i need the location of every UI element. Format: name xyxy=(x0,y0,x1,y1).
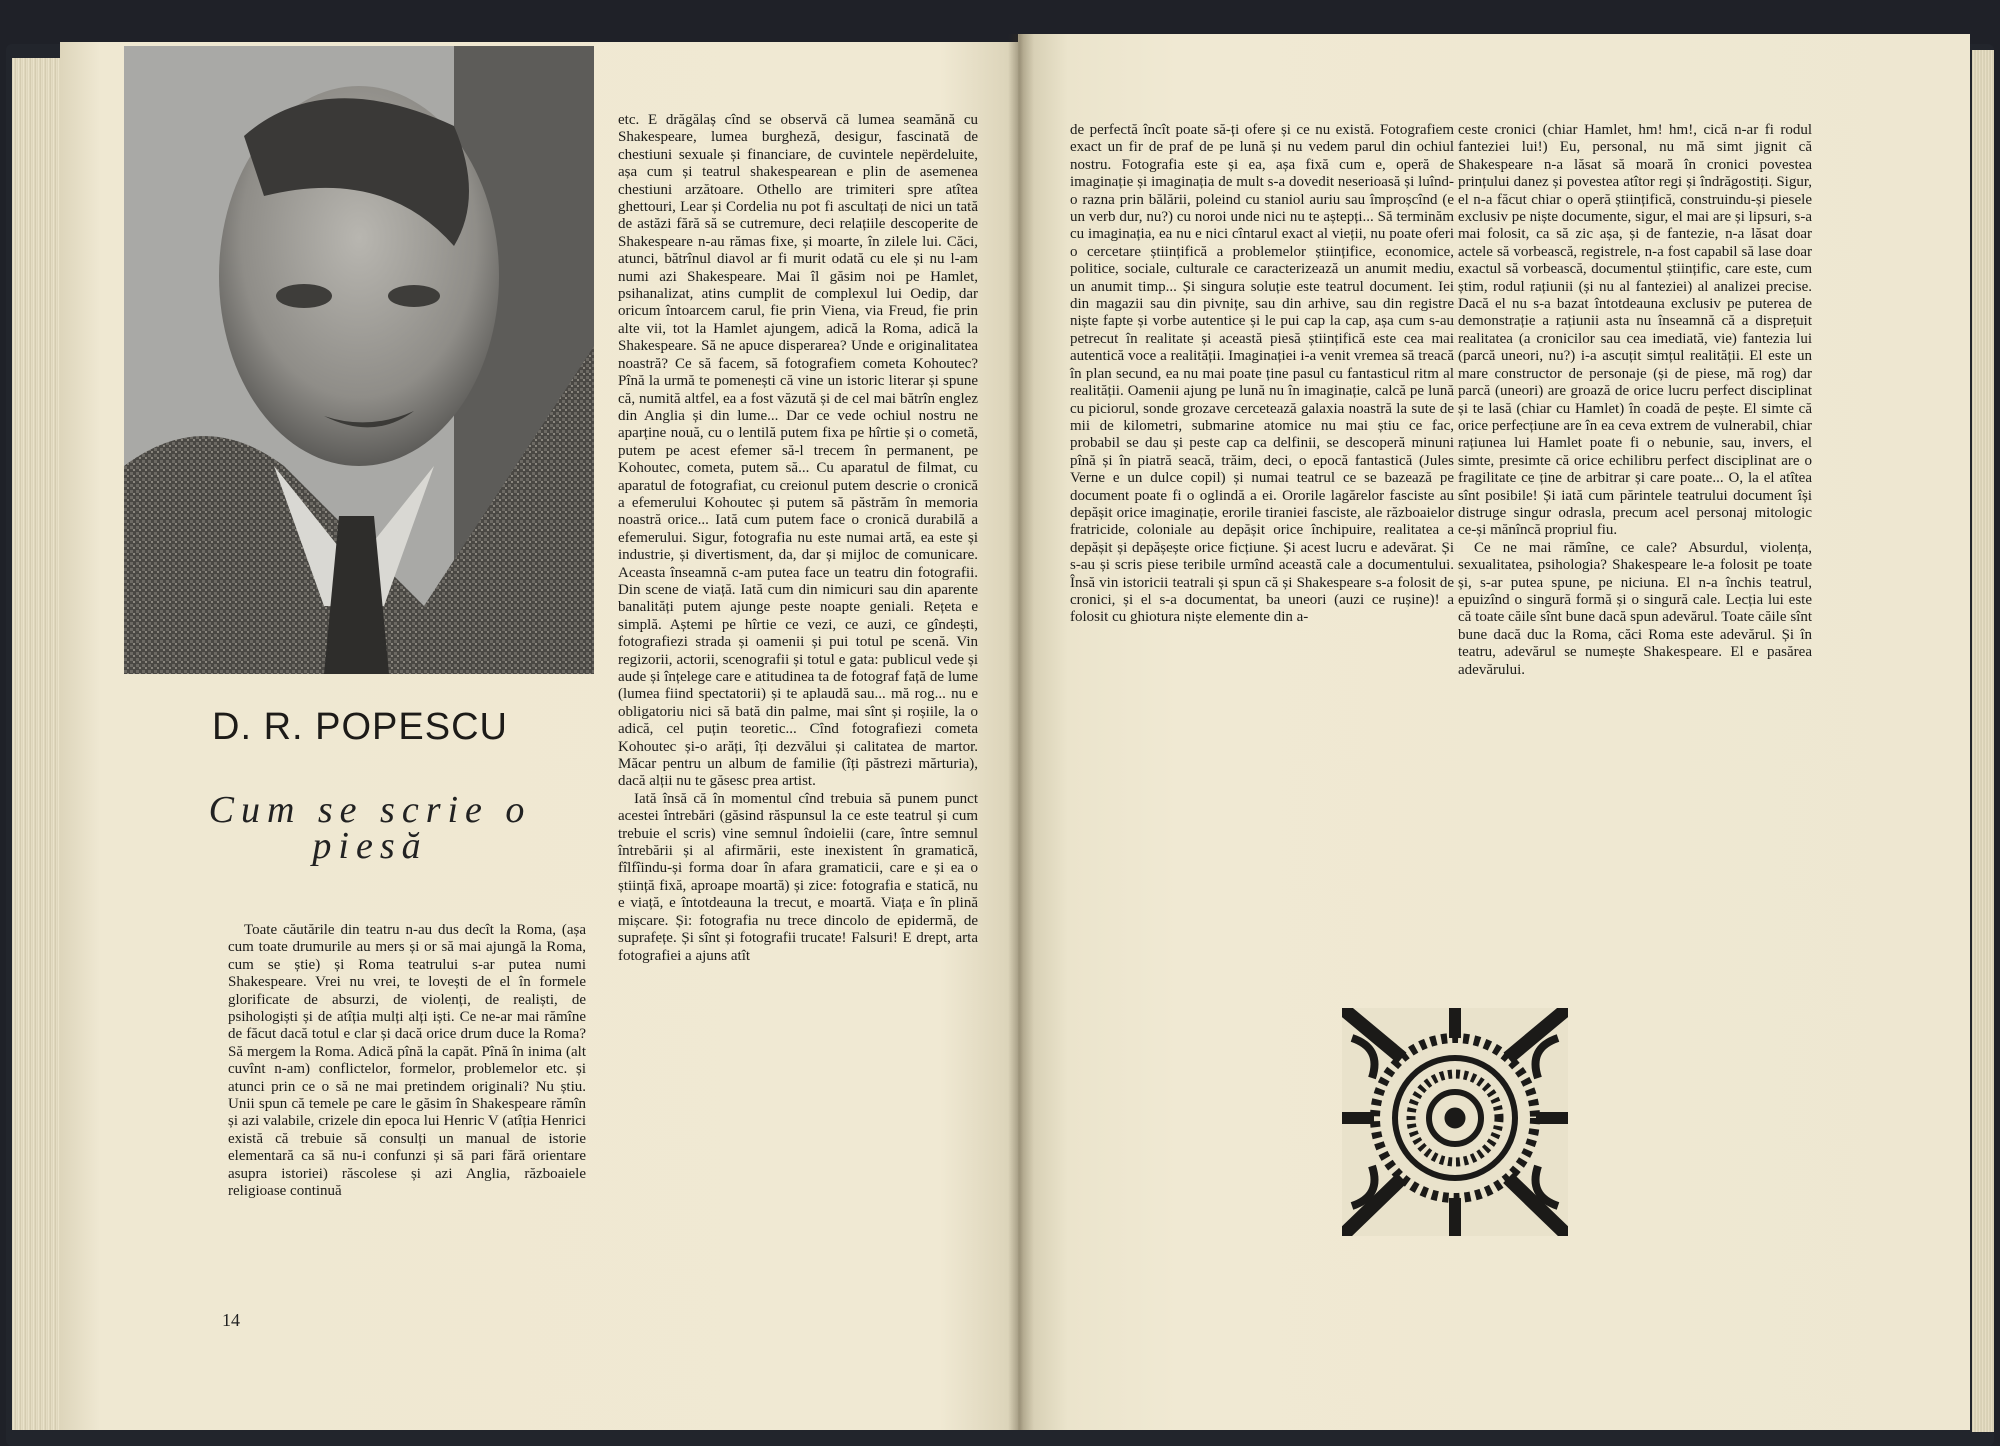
page-stack-right xyxy=(1972,50,1994,1432)
right-page xyxy=(1018,34,1970,1430)
article-title: Cum se scrie o piesă xyxy=(208,789,532,867)
author-name: D. R. POPESCU xyxy=(212,706,508,748)
paragraph: Ce ne mai rămîne, ce cale? Absurdul, violența, sexualitatea, psihologia? Shakespeare le-a folosit pe toate și, s-ar putea spune, pe niciuna. El n-a închis teatrul, epuizînd o singură formă și o singură cale. Lecția lui este că toate căile sînt bune dacă spun adevărul. Toate căile sînt bune dacă duc la Roma, căci Roma este adevărul. Și în teatru, adevărul se numește Shakespeare. El e pasărea adevărului. xyxy=(1458,539,1812,678)
paragraph: etc. E drăgălaș cînd se observă că lumea seamănă cu Shakespeare, lumea burgheză, desigur, fascinată de chestiuni sexuale și financiare, de cuvintele nepërdeluite, așa cum și teatrul shakespearean e plin de asemenea chestiuni arzătoare. Othello are trimiteri spre atîtea ghettouri, Lear și Cordelia nu pot fi ascultați de nici un tată de astăzi fără să se cutremure, deci relațiile descoperite de Shakespeare n-au rămas fixe, și moarte, în zilele lui. Căci, atunci, bătrînul diavol ar fi murit odată cu ele și nu l-am numi azi Shakespeare. Mai îl găsim noi pe Hamlet, psihanalizat, atins cumplit de complexul lui Oedip, dar oricum întoarcem carul, fie prin Viena, via Freud, fie prin alte vii, tot la Hamlet ajungem, adică la Roma, adică la Shakespeare. Să ne apuce disperarea? Unde e originalitatea noastră? Ce să facem, să fotografiem cometa Kohoutec? Pînă la urmă te pomenești că vine un istoric literar și spune că, numită altfel, ea a fost văzută și de cel mai bătrîn englez din Anglia și din lume... Dar ce vede ochiul nostru ne aparține nouă, cu o lentilă putem fixa pe hîrtie și o cometă, putem pe acest efemer să-l trecem în permanent, pe Kohoutec, cometa, putem să... Cu aparatul de filmat, cu aparatul de fotografiat, cu creionul putem descrie o cronică a efemerului Kohoutec și putem să păstrăm în memoria noastră orice... Iată cum putem face o cronică durabilă a efemerului. Sigur, fotografia nu este numai artă, ea este și industrie, și divertisment, da, dar și mijloc de comunicare. Aceasta înseamnă c-am putea face un teatru din fotografii. Din scene de viață. Iată cum din nimicuri sau din aparente banalități putem ajunge peste noapte geniali. Rețeta e simplă. Aștemi pe hîrtie ce vezi, ce auzi, ce gîndești, fotografiezi strada și oamenii și pui totul pe scenă. Vin regizorii, actorii, scenografii și totul e gata: publicul vede și aude și înțelege care e atitudinea ta de fotograf față de lume (lumea fiind spectatorii) și te aplaudă sau... mă rog... nu e obligatoriu nici să bată din palme, mai sînt și roșiile, la o adică, cel puțin teoretic... Cînd fotografiezi cometa Kohoutec și-o arăți, îți dezvălui și calitatea de martor. Măcar pentru un album de familie (îți păstrezi mărturia), dacă alții nu te găsesc prea artist. xyxy=(618,112,978,790)
paragraph: de perfectă încît poate să-ți ofere și ce nu există. Fotografiem exact un fir de praf de pe lună și nu vedem parul din ochiul nostru. Fotografia este și ea, așa fixă cum e, operă de imaginație și imaginația de mult s-a dovedit neserioasă și luînd-o razna prin bălării, poleind cu staniol auriu sau împroșcînd (e un verb dur, nu?) cu noroi unde nici nu te aștepți... Să terminăm cu imaginația, ea nu e nici cîntarul exact al vieții, nu poate oferi o cercetare științifică a problemelor științifice, economice, politice, sociale, culturale ce caracterizează un anumit mediu, un anumit timp... Și singura soluție este teatrul document. Iei din magazii sau din pivnițe, sau din arhive, sau din registre niște fapte și vorbe autentice și le pui cap la cap, așa cum s-au petrecut în realitate și această piesă științifică este cea mai autentică voce a realității. Imaginației i-a venit vremea să treacă în plan secund, ea nu mai poate ține pasul cu fantasticul ritm al realității. Oamenii ajung pe lună nu în imaginație, calcă pe lună cu piciorul, sonde grozave cercetează galaxia noastră la sute de mii de kilometri, submarine atomice nu mai știu ce fac, probabil se dau și peste cap ca delfinii, se descoperă minuni pînă și în piatră seacă, trăim, deci, o epocă fantastică (Jules Verne e un dulce copil) și numai teatrul ce se bazează pe document poate fi o oglindă a ei. Ororile lagărelor fasciste au depășit orice imaginație, erorile tiraniei fasciste, ale războaielor fratricide, coloniale au depășit orice închipuire, realitatea a depășit și depășește orice ficțiune. Și acest lucru e adevărat. Și s-au și scris piese teribile urmînd această cale a documentului. Însă vin istoricii teatrali și spun că și Shakespeare s-a folosit de cronici, și el s-a documentat, ba uneori (auzi ce rușine)! a folosit cu ghiotura niște elemente din a- xyxy=(1070,122,1454,626)
text-column-3 xyxy=(1070,122,1454,627)
text-column-2 xyxy=(618,112,978,965)
ornament-rosette-image xyxy=(1342,1008,1568,1236)
page-number: 14 xyxy=(222,1310,240,1330)
paragraph: ceste cronici (chiar Hamlet, hm! hm!, cică n-ar fi rodul fanteziei lui!) Eu, personal, nu mă simt jignit că Shakespeare n-a lăsat să moară în cronici povestea prințului danez și povestea atîtor regi și îndrăgostiți. Sigur, el n-a făcut chiar o operă științifică, construindu-și piesele exclusiv pe niște documente, sigur, el mai are și lipsuri, s-a mai folosit, ca să zic așa, și de fantezie, n-a lăsat doar actele să vorbească, registrele, n-a fost capabil să lase doar exactul să vorbească, documentul științific, care este, cum știm, rodul rațiunii (și nu al fanteziei) al analizei precise. Dacă el nu s-a bazat întotdeauna exclusiv pe puterea de demonstrație a rațiunii asta nu înseamnă că a disprețuit realitatea (a cronicilor sau cea imediată, vie) fantezia lui (parcă uneori, nu?) i-a ascuțit simțul realității. El este un mare constructor de personaje (și de piese, mă rog) dar parcă (uneori) are groază de orice lucru perfect disciplinat și te lasă (chiar cu Hamlet) în coadă de pește. El simte că orice perfecțiune are în ea ceva extrem de vulnerabil, chiar rațiunea lui Hamlet poate fi o nebunie, sau, invers, el simte, presimte că orice echilibru perfect disciplinat are o fragilitate ce ține de arbitrar și care poate... O, la el atîtea sînt posibile! Și iată cum părintele teatrului document își distruge singur odrasla, precum acel personaj mitologic ce-și mănîncă propriul fiu. xyxy=(1458,122,1812,539)
paragraph: Iată însă că în momentul cînd trebuia să punem punct acestei întrebări (găsind răspunsul la ce este teatrul și cum trebuie el scris) vine semnul îndoielii (care, între semnul întrebării și al afirmării, este inexistent în gramatică, fîlfîindu-și forma doar în afara gramaticii, care e și ea o știință fixă, aproape moartă) și zice: fotografia e statică, nu e viață, e întotdeauna la trecut, e moartă. Viața e în plină mișcare. Și: fotografia nu trece dincolo de epidermă, de suprafețe. Și sînt și fotografii trucate! Falsuri! E drept, arta fotografiei a ajuns atît xyxy=(618,790,978,964)
text-column-1 xyxy=(228,922,586,1201)
author-portrait xyxy=(124,46,594,674)
left-page xyxy=(60,42,1018,1430)
paragraph: Toate căutările din teatru n-au dus decît la Roma, (așa cum toate drumurile au mers și or să mai ajungă la Roma, cum se știe) și Roma teatrului s-ar putea numi Shakespeare. Vrei nu vrei, te lovești de el în formele glorificate de absurzi, de violenți, de realiști, de psihologiști și de atîția mulți alți iști. Ce ne-ar mai rămîne de făcut dacă totul e clar și dacă orice drum duce la Roma? Să mergem la Roma. Adică pînă la capăt. Pînă în inima (alt cuvînt n-am) conflictelor, formelor, problemelor etc. și atunci prin ce o să ne mai pretindem originali? Nu știu. Unii spun că temele pe care le găsim în Shakespeare rămîn și azi valabile, crizele din epoca lui Henric V (atîția Henrici există că trebuie să consulți un manual de istorie elementară ca să nu-i confunzi și să pari fără orientare asupra istoriei) răscolese și azi Anglia, războaiele religioase continuă xyxy=(228,922,586,1200)
book-gutter xyxy=(1008,34,1034,1430)
text-column-4 xyxy=(1458,122,1812,679)
